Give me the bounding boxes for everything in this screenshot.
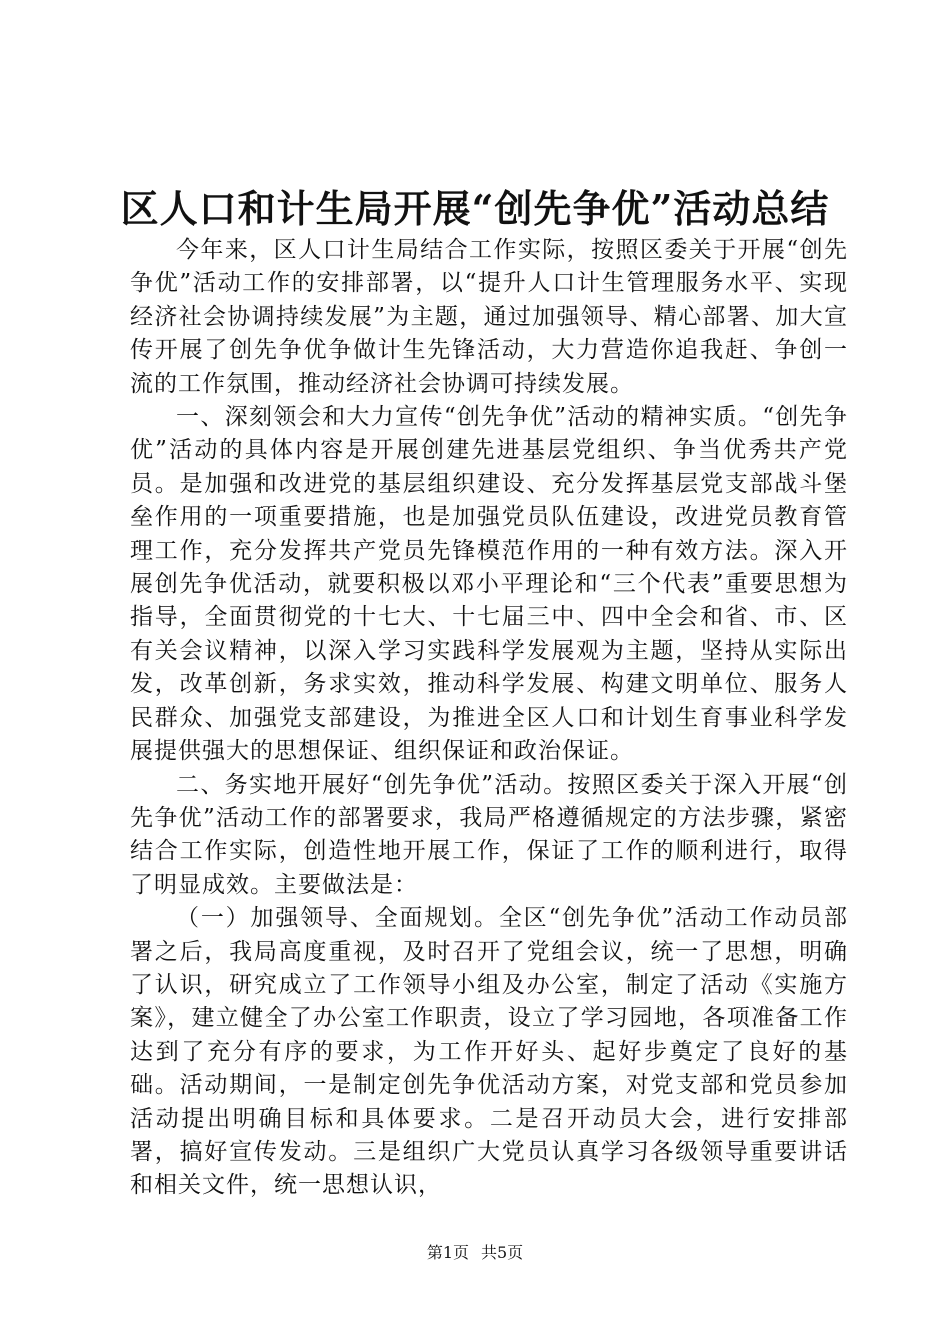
document-body (130, 234, 848, 1203)
page-total: 共5页 (481, 1243, 524, 1262)
page-number: 第1页 (426, 1243, 469, 1262)
paragraph-section-1: 一、深刻领会和大力宣传“创先争优”活动的精神实质。“创先争优”活动的具体内容是开展创建先进基层党组织、争当优秀共产党员。是加强和改进党的基层组织建设、充分发挥基层党支部战斗堡垒作用的一项重要措施，也是加强党员队伍建设，改进党员教育管理工作，充分发挥共产党员先锋模范作用的一种有效方法。深入开展创先争优活动，就要积极以邓小平理论和“三个代表”重要思想为指导，全面贯彻党的十七大、十七届三中、四中全会和省、市、区有关会议精神，以深入学习实践科学发展观为主题，坚持从实际出发，改革创新，务求实效，推动科学发展、构建文明单位、服务人民群众、加强党支部建设，为推进全区人口和计划生育事业科学发展提供强大的思想保证、组织保证和政治保证。 (130, 404, 848, 765)
document-title: 区人口和计生局开展“创先争优”活动总结 (120, 186, 830, 231)
paragraph-section-2: 二、务实地开展好“创先争优”活动。按照区委关于深入开展“创先争优”活动工作的部署要求，我局严格遵循规定的方法步骤，紧密结合工作实际，创造性地开展工作，保证了工作的顺利进行，取得了明显成效。主要做法是： (130, 771, 848, 898)
paragraph-intro: 今年来，区人口计生局结合工作实际，按照区委关于开展“创先争优”活动工作的安排部署，以“提升人口计生管理服务水平、实现经济社会协调持续发展”为主题，通过加强领导、精心部署、加大宣传开展了创先争优争做计生先锋活动，大力营造你追我赶、争创一流的工作氛围，推动经济社会协调可持续发展。 (130, 237, 848, 397)
paragraph-subsection-1: （一）加强领导、全面规划。全区“创先争优”活动工作动员部署之后，我局高度重视，及时召开了党组会议，统一了思想，明确了认识，研究成立了工作领导小组及办公室，制定了活动《实施方案》，建立健全了办公室工作职责，设立了学习园地，各项准备工作达到了充分有序的要求，为工作开好头、起好步奠定了良好的基础。活动期间，一是制定创先争优活动方案，对党支部和党员参加活动提出明确目标和具体要求。二是召开动员大会，进行安排部署，搞好宣传发动。三是组织广大党员认真学习各级领导重要讲话和相关文件，统一思想认识， (130, 905, 848, 1199)
page-footer (0, 1242, 950, 1264)
